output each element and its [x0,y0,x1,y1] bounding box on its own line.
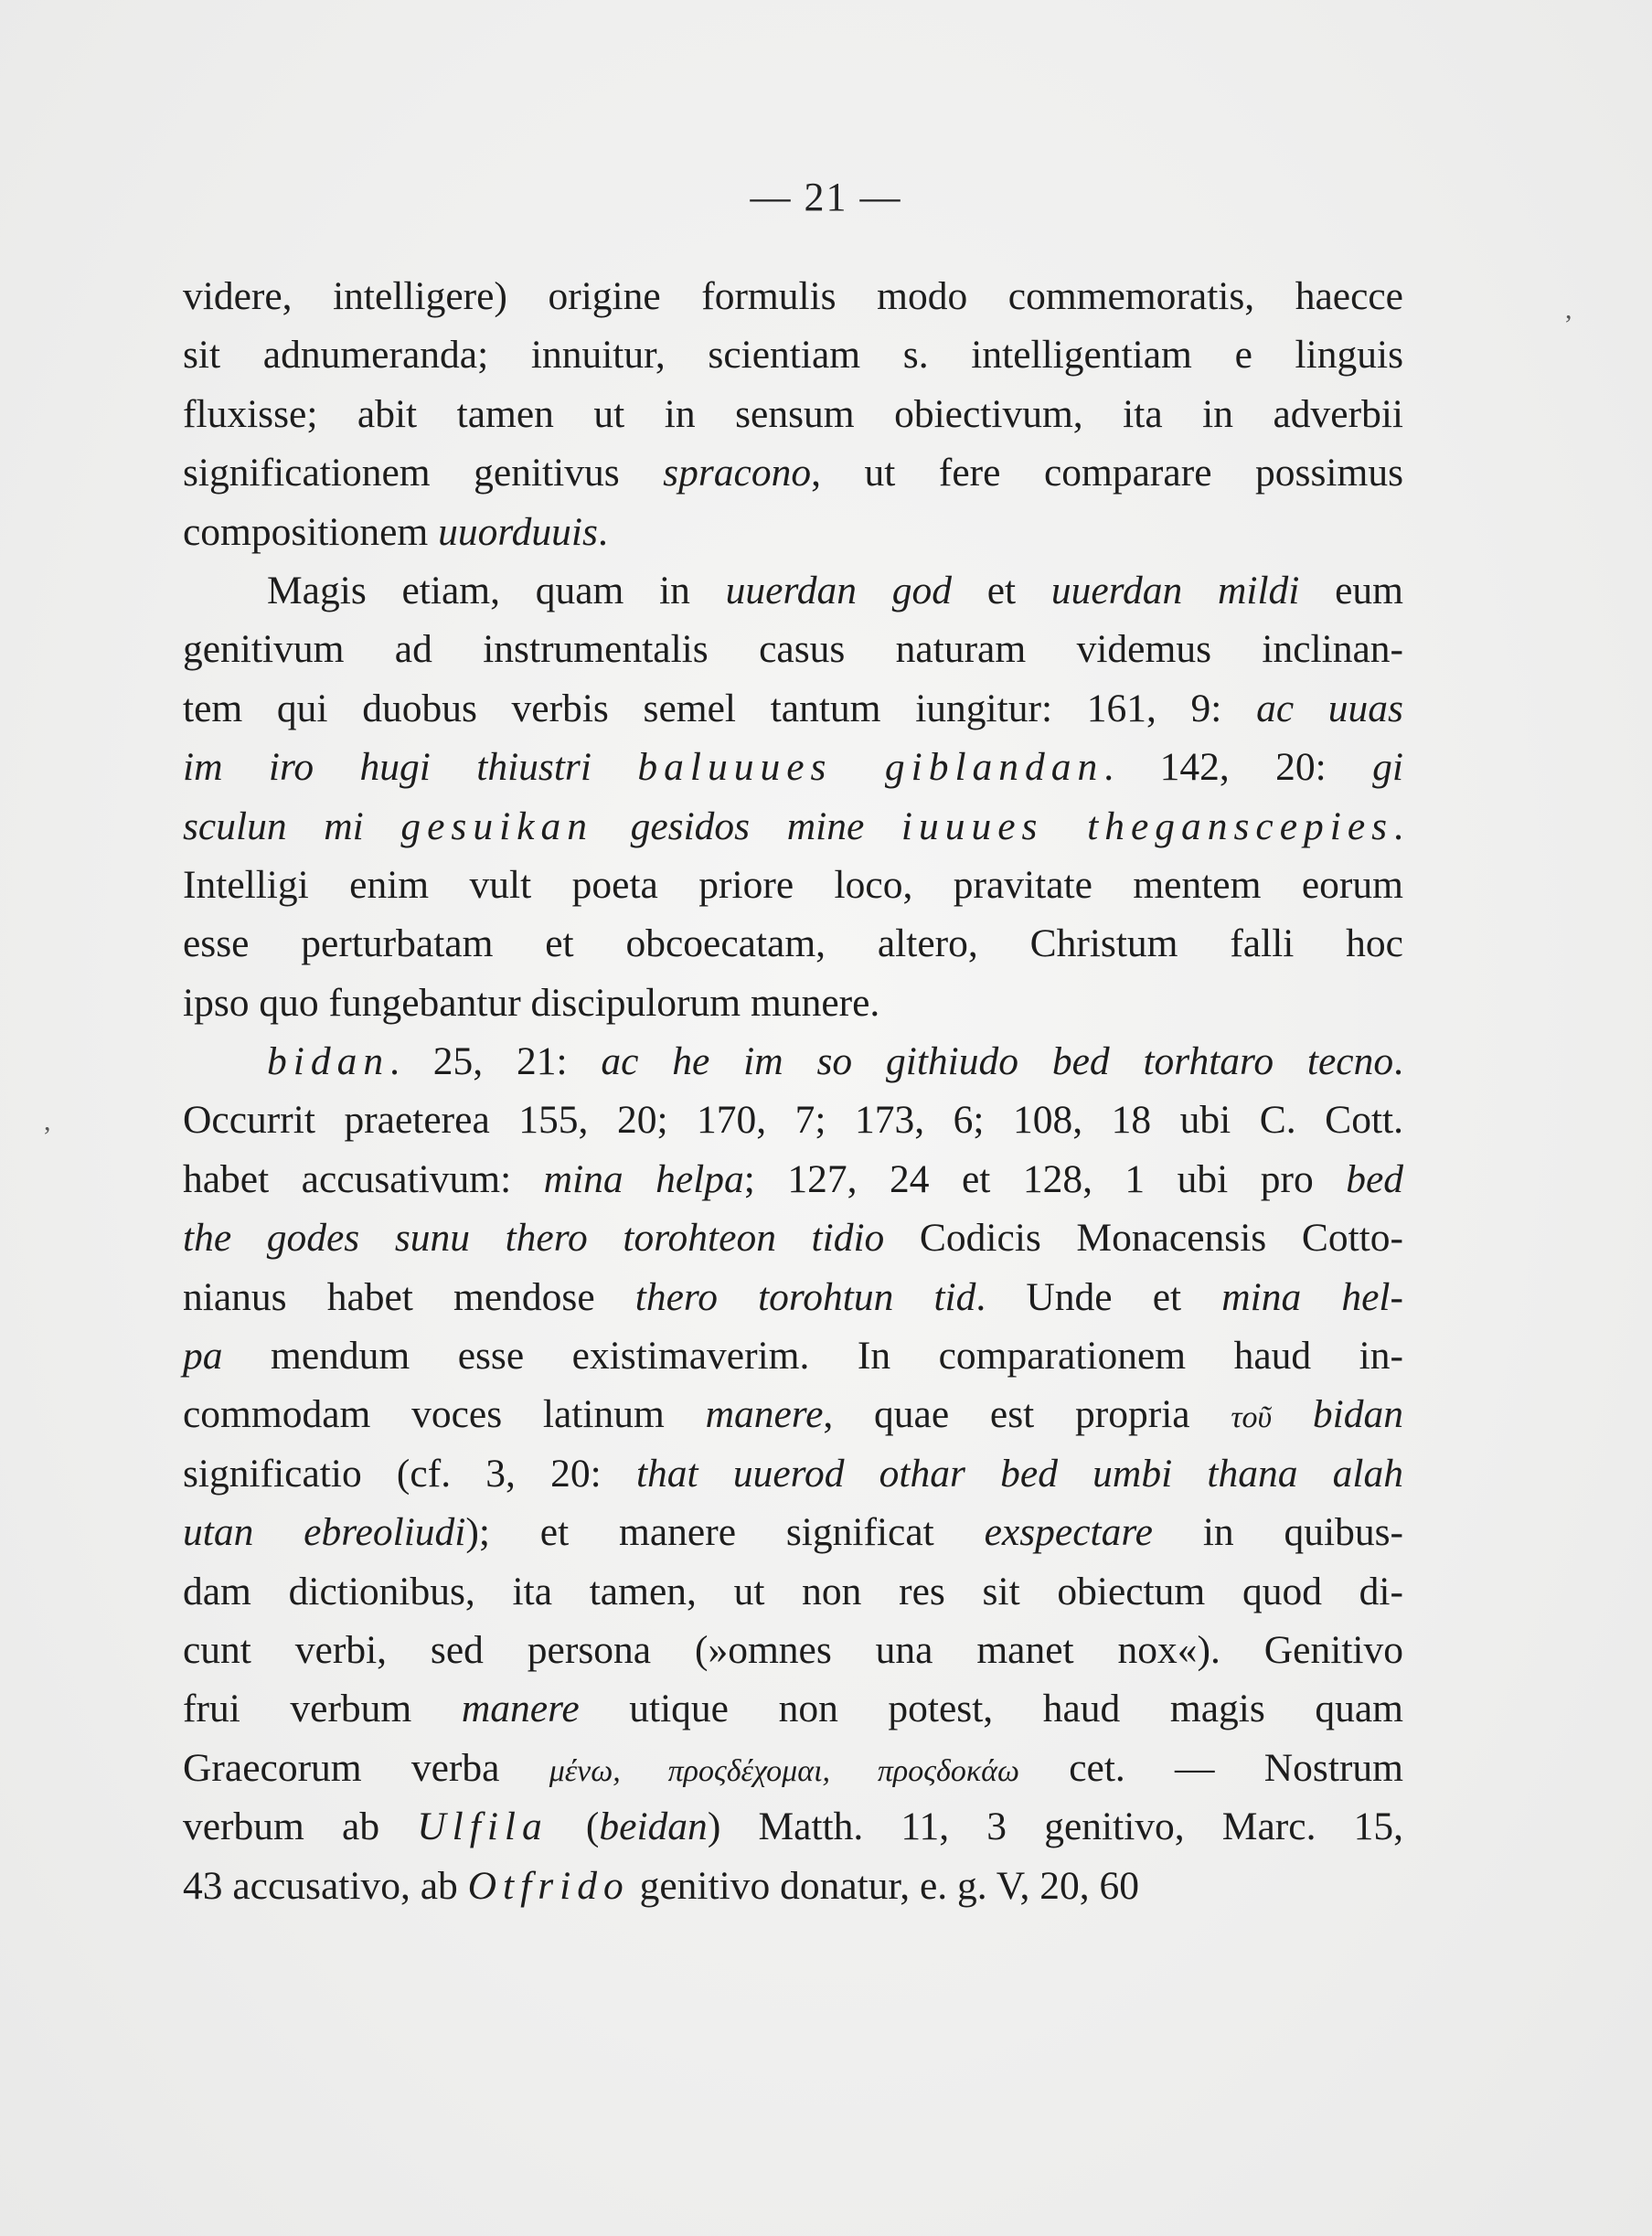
text-segment: genitivum ad instrumentalis casus naturam videmus inclinan- [183,627,1403,672]
text-line [183,1562,1403,1621]
text-segment: . [597,509,608,554]
spaced-segment: bidan [267,1039,390,1084]
text-segment: mendum esse existimaverim. In comparationem haud in- [222,1334,1403,1379]
text-line [183,1797,1403,1856]
text-line [183,1268,1403,1326]
text-line [183,1503,1403,1561]
italic-segment: pa [183,1334,223,1379]
italic-segment: ac uuas [1256,686,1403,730]
spaced-segment: gesuikan [400,804,593,848]
text-segment: dam dictionibus, ita tamen, ut non res sit obiectum quod di- [183,1569,1403,1613]
greek-segment: τοῦ [1231,1400,1273,1435]
text-line [183,1679,1403,1738]
text-segment: et [952,568,1051,612]
text-segment: . [1393,1039,1403,1084]
text-line [183,797,1403,856]
text-line [183,679,1403,738]
text-line [183,1739,1403,1797]
text-line [183,1326,1403,1385]
italic-segment: exspectare [984,1510,1153,1555]
margin-mark: , [1565,294,1572,325]
italic-segment: mina hel- [1221,1274,1403,1319]
text-segment: 43 accusativo, ab [183,1863,468,1908]
text-segment: Intelligi enim vult poeta priore loco, pravitate mentem eorum [183,862,1403,907]
text-segment: . [1393,804,1403,848]
italic-segment: manere [461,1687,580,1731]
text-segment: tem qui duobus verbis semel tantum iungitur: 161, 9: [183,686,1257,730]
text-segment: sit adnumeranda; innuitur, scientiam s. intelligentiam e linguis [183,333,1403,378]
spaced-segment: Ulfila [417,1805,549,1849]
text-segment: ; 127, 24 et 128, 1 ubi pro [743,1156,1347,1201]
text-segment: in quibus- [1152,1510,1403,1555]
text-segment: significatio (cf. 3, 20: [183,1451,636,1496]
italic-segment: sculun mi [183,804,401,848]
italic-segment: utan ebreoliudi [183,1510,466,1555]
spaced-segment: baluuues giblandan [637,745,1104,790]
text-segment: esse perturbatam et obcoecatam, altero, Christum falli hoc [183,921,1403,966]
text-line [183,325,1403,384]
text-line [183,1857,1403,1915]
text-segment: ) Matth. 11, 3 genitivo, Marc. 15, [707,1805,1403,1849]
text-segment: videre, intelligere) origine formulis modo commemoratis, haecce [183,274,1403,318]
text-line [183,1444,1403,1503]
text-segment: habet accusativum: [183,1156,544,1201]
text-segment: Magis etiam, quam in [267,568,726,612]
italic-segment: thero torohtun tid [634,1274,976,1319]
text-line [183,1385,1403,1443]
text-line [183,1150,1403,1209]
text-segment: ipso quo fungebantur discipulorum munere. [183,980,880,1025]
text-line [183,1209,1403,1267]
text-segment: cunt verbi, sed persona (»omnes una manet nox«). Genitivo [183,1627,1403,1672]
text-segment: utique non potest, haud magis quam [579,1687,1404,1731]
text-segment: . Unde et [975,1274,1222,1319]
text-segment: ( [548,1805,600,1849]
text-segment: frui verbum [183,1687,462,1731]
text-line [183,856,1403,914]
text-segment: eum [1299,568,1404,612]
text-segment: fluxisse; abit tamen ut in sensum obiectivum, ita in adverbii [183,391,1403,436]
italic-segment: spracono [663,451,812,495]
text-segment: genitivo donatur, e. g. V, 20, 60 [629,1863,1140,1908]
text-segment: significationem genitivus [183,451,664,495]
page-number: — 21 — [750,175,902,219]
italic-segment: uuerdan mildi [1050,568,1300,612]
italic-segment: mina helpa [543,1156,744,1201]
italic-segment: manere [705,1392,824,1437]
text-line [183,385,1403,443]
italic-segment: uuerdan god [725,568,952,612]
italic-segment: gesidos mine [592,804,901,848]
text-line [183,503,1403,561]
text-segment: Graecorum verba [183,1745,549,1790]
text-segment: ); et manere significat [465,1510,985,1555]
text-line [183,1032,1403,1091]
text-line [183,561,1403,620]
text-segment: Occurrit praeterea 155, 20; 170, 7; 173, 6; 108, 18 ubi C. Cott. [183,1098,1403,1143]
text-segment: , quae est propria [823,1392,1231,1437]
text-segment: cet. — Nostrum [1019,1745,1403,1790]
text-segment: , ut fere comparare possimus [811,451,1403,495]
text-segment: commodam voces latinum [183,1392,706,1437]
spaced-segment: iuuues theganscepies [901,804,1394,848]
text-line [183,914,1403,973]
text-line [183,1621,1403,1679]
text-segment: Codicis Monacensis Cotto- [884,1216,1403,1261]
italic-segment: uuorduuis [438,509,598,554]
text-line [183,738,1403,796]
text-segment: nianus habet mendose [183,1274,635,1319]
text-segment: compositionem [183,509,439,554]
text-line [183,267,1403,325]
italic-segment: the godes sunu thero torohteon tidio [183,1216,885,1261]
text-line [183,443,1403,502]
text-line [183,974,1403,1032]
greek-segment: μένω, προςδέχομαι, προςδοκάω [549,1753,1020,1788]
spaced-segment: Otfrido [467,1863,630,1908]
italic-segment: beidan [599,1805,708,1849]
body-text [183,267,1403,1915]
margin-mark: , [44,1106,51,1136]
italic-segment: ac he im so githiudo bed torhtaro tecno [601,1039,1394,1084]
italic-segment: bed [1346,1156,1403,1201]
italic-segment: that uuerod othar bed umbi thana alah [635,1451,1403,1496]
italic-segment: im iro hugi thiustri [183,745,638,790]
text-segment: . 25, 21: [389,1039,602,1084]
text-segment: . 142, 20: [1103,745,1373,790]
text-segment: verbum ab [183,1805,418,1849]
text-line [183,620,1403,678]
text-line [183,1091,1403,1149]
italic-segment: bidan [1272,1392,1403,1437]
italic-segment: gi [1372,745,1403,790]
